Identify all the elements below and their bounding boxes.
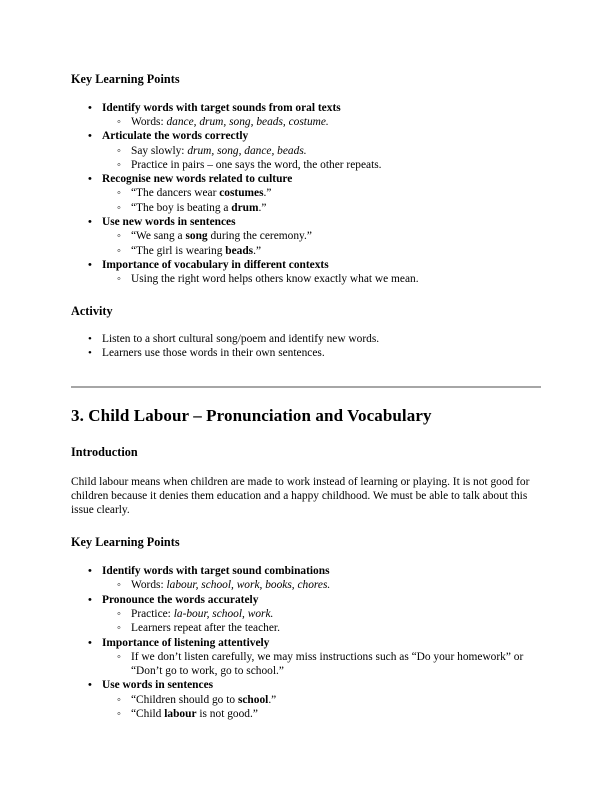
sub-list-item — [102, 186, 540, 200]
list-item-label: • Recognise new words related to culture — [102, 172, 540, 186]
sub-item-pre: “Child — [131, 707, 165, 720]
list-item-label: • Identify words with target sounds from oral texts — [102, 101, 540, 115]
section1-key-learning-points-heading: Key Learning Points — [71, 72, 180, 86]
sub-list — [102, 607, 540, 636]
sub-list — [102, 693, 540, 722]
sub-item-pre: “We sang a — [131, 230, 186, 243]
list-item — [71, 346, 540, 360]
list-item-label: • Use new words in sentences — [102, 215, 540, 229]
spacer — [71, 318, 540, 332]
introduction-heading: Introduction — [71, 445, 138, 460]
sub-list-item — [102, 607, 540, 621]
sub-list — [102, 186, 540, 215]
sub-list — [102, 144, 540, 173]
sub-item-lead: Practice in pairs – one says the word, the other repeats. — [131, 158, 382, 171]
sub-list-item — [102, 229, 540, 243]
list-item — [71, 332, 540, 346]
sub-list-item — [102, 707, 540, 721]
sub-item-post: during the ceremony.” — [207, 230, 312, 243]
list-item — [71, 129, 540, 172]
sub-item-italic: dance, drum, song, beads, costume. — [166, 115, 329, 128]
list-item — [71, 258, 540, 287]
page-title: 3. Child Labour – Pronunciation and Vocabulary — [71, 405, 432, 425]
list-item — [71, 593, 540, 636]
sub-item-pre: “The girl is wearing — [131, 244, 226, 257]
sub-item-italic: la-bour, school, work. — [173, 607, 274, 620]
sub-list-item — [102, 650, 531, 679]
sub-item-bold: labour — [164, 707, 197, 720]
list-item — [71, 678, 540, 721]
sub-item-bold: beads — [225, 244, 254, 257]
list-item — [71, 215, 540, 258]
spacer — [71, 460, 540, 475]
sub-item-lead: Practice: — [131, 607, 174, 620]
spacer — [71, 550, 540, 564]
sub-item-pre: “Children should go to — [131, 693, 238, 706]
list-item-label: • Articulate the words correctly — [102, 129, 540, 143]
activity-heading: Activity — [71, 303, 113, 318]
list-item-label: • Learners use those words in their own sentences. — [102, 346, 540, 360]
sub-item-lead: Words: — [131, 115, 167, 128]
sub-list — [102, 115, 540, 129]
sub-item-bold: costumes — [219, 187, 264, 200]
list-item-label: • Importance of listening attentively — [102, 636, 540, 650]
spacer — [71, 287, 540, 304]
sub-item-lead: Using the right word helps others know exactly what we mean. — [131, 273, 419, 286]
sub-list-item — [102, 578, 540, 592]
spacer — [71, 426, 540, 445]
sub-item-italic: drum, song, dance, beads. — [187, 144, 307, 157]
list-item-label: • Use words in sentences — [102, 678, 540, 692]
section1-key-learning-points-list — [71, 101, 540, 287]
spacer — [71, 517, 540, 535]
introduction-body: Child labour means when children are made to work instead of learning or playing. It is not good for children because it denies them education and a happy childhood. We must be able to talk about this issue clearly. — [71, 475, 530, 517]
sub-item-lead: Words: — [131, 579, 167, 592]
spacer — [71, 361, 540, 386]
sub-item-lead: If we don’t listen carefully, we may miss instructions such as “Do your homework” or “Don’t go to work, go to school.” — [131, 650, 524, 678]
sub-list-item — [102, 158, 540, 172]
sub-list-item — [102, 621, 540, 635]
spacer — [71, 87, 540, 101]
sub-list-item — [102, 244, 540, 258]
sub-item-italic: labour, school, work, books, chores. — [166, 579, 331, 592]
sub-item-post: .” — [258, 201, 267, 214]
list-item — [71, 101, 540, 130]
sub-item-bold: school — [237, 693, 269, 706]
list-item-label: • Importance of vocabulary in different contexts — [102, 258, 540, 272]
sub-list-item — [102, 693, 540, 707]
sub-list-item — [102, 144, 540, 158]
sub-item-post: .” — [268, 693, 277, 706]
sub-item-bold: drum — [231, 201, 259, 214]
sub-item-lead: Learners repeat after the teacher. — [131, 622, 280, 635]
list-item-label: • Listen to a short cultural song/poem and identify new words. — [102, 332, 540, 346]
section3-key-learning-points-list — [71, 564, 540, 721]
sub-list — [102, 229, 540, 258]
sub-list — [102, 272, 540, 286]
sub-item-pre: “The dancers wear — [131, 187, 220, 200]
sub-list — [102, 578, 540, 592]
sub-item-lead: Say slowly: — [131, 144, 188, 157]
list-item — [71, 636, 540, 679]
sub-list-item — [102, 201, 540, 215]
list-item — [71, 564, 540, 593]
sub-list — [102, 650, 540, 679]
sub-item-bold: song — [185, 230, 208, 243]
sub-list-item — [102, 272, 540, 286]
sub-item-post: is not good.” — [196, 707, 258, 720]
sub-list-item — [102, 115, 540, 129]
activity-list — [71, 332, 540, 361]
sub-item-post: .” — [263, 187, 272, 200]
spacer — [71, 388, 540, 406]
section3-key-learning-points-heading: Key Learning Points — [71, 535, 180, 550]
sub-item-post: .” — [253, 244, 262, 257]
sub-item-pre: “The boy is beating a — [131, 201, 232, 214]
list-item-label: • Identify words with target sound combinations — [102, 564, 540, 578]
list-item — [71, 172, 540, 215]
list-item-label: • Pronounce the words accurately — [102, 593, 540, 607]
